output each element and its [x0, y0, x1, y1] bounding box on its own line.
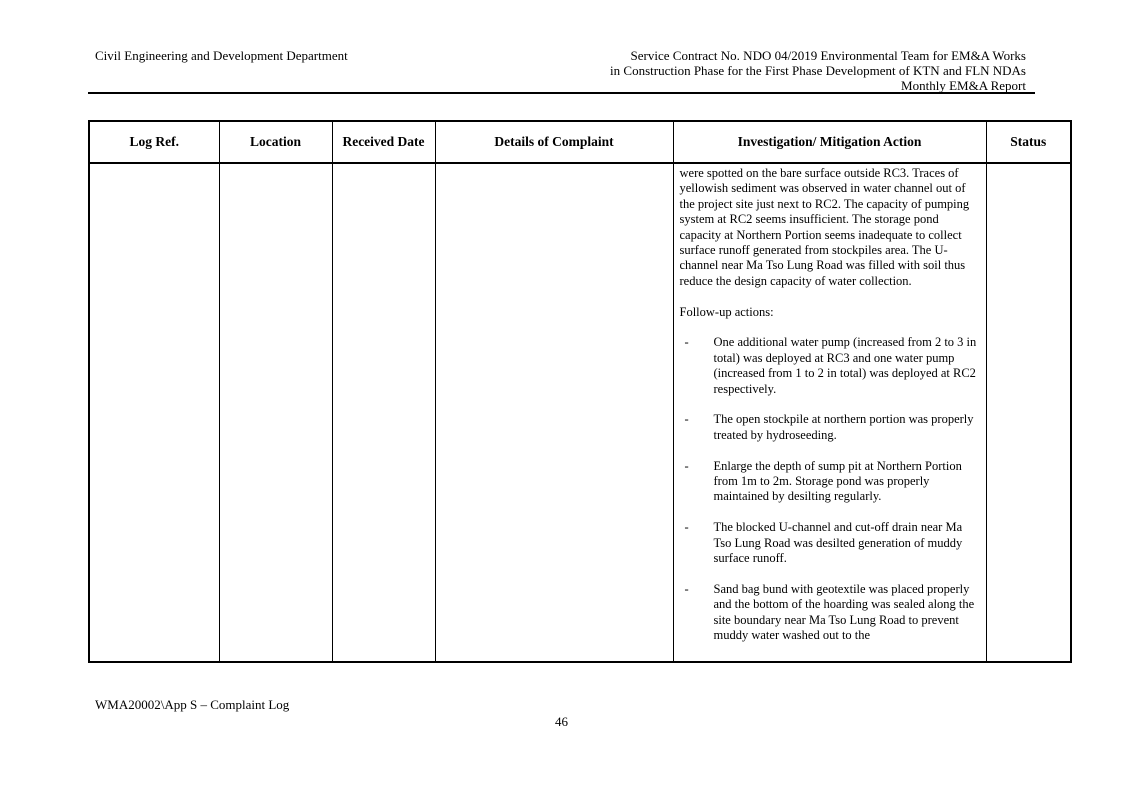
- page-number: 46: [555, 714, 568, 729]
- col-header-details: Details of Complaint: [435, 121, 673, 163]
- followup-action-item: [680, 520, 980, 566]
- cell-received-date: [332, 163, 435, 662]
- table-row: [89, 163, 1071, 662]
- col-header-investigation: Investigation/ Mitigation Action: [673, 121, 986, 163]
- cell-log-ref: [89, 163, 219, 662]
- followup-action-item: [680, 412, 980, 443]
- bullet-marker: -: [684, 520, 689, 535]
- report-type-line: Monthly EM&A Report: [901, 78, 1026, 94]
- complaint-log-table: [88, 120, 1072, 663]
- col-header-location: Location: [219, 121, 332, 163]
- department-name: Civil Engineering and Development Department: [95, 48, 348, 63]
- contract-title-line-2: in Construction Phase for the First Phase Development of KTN and FLN NDAs: [610, 63, 1026, 79]
- cell-details: [435, 163, 673, 662]
- contract-title-block: [610, 48, 1026, 94]
- followup-action-item: [680, 582, 980, 644]
- col-header-received-date: Received Date: [332, 121, 435, 163]
- bullet-marker: -: [684, 581, 689, 596]
- followup-action-item: [680, 459, 980, 505]
- col-header-log-ref: Log Ref.: [89, 121, 219, 163]
- followup-actions-heading: Follow-up actions:: [679, 304, 774, 319]
- cell-status: [986, 163, 1071, 662]
- bullet-marker: -: [684, 335, 689, 350]
- col-header-status: Status: [986, 121, 1071, 163]
- cell-location: [219, 163, 332, 662]
- bullet-text: One additional water pump (increased from 2 to 3 in total) was deployed at RC3 and one water pump (increased from 1 to 2 in total) was deployed at RC2 respectively.: [713, 335, 977, 396]
- bullet-marker: -: [684, 412, 689, 427]
- bullet-text: Sand bag bund with geotextile was placed properly and the bottom of the hoarding was sealed along the site boundary near Ma Tso Lung Road to prevent muddy water washed out to the: [713, 581, 975, 643]
- document-reference: WMA20002\App S – Complaint Log: [95, 697, 290, 712]
- contract-title-line-1: Service Contract No. NDO 04/2019 Environmental Team for EM&A Works: [630, 48, 1026, 63]
- cell-investigation: [673, 163, 986, 662]
- followup-action-item: [680, 335, 980, 397]
- header-divider: [88, 92, 1035, 94]
- bullet-marker: -: [684, 458, 689, 473]
- bullet-text: Enlarge the depth of sump pit at Northern Portion from 1m to 2m. Storage pond was properly maintained by desilting regularly.: [713, 458, 962, 504]
- investigation-paragraph: were spotted on the bare surface outside RC3. Traces of yellowish sediment was observed in water channel out of the project site just next to RC2. The capacity of pumping system at RC2 seems insufficient. The storage pond capacity at Northern Portion seems inadequate to collect surface runoff generated from stockpiles area. The U-channel near Ma Tso Lung Road was filled with soil thus reduce the design capacity of water collection.: [679, 166, 970, 288]
- table-header-row: [89, 121, 1071, 163]
- bullet-text: The open stockpile at northern portion was properly treated by hydroseeding.: [713, 412, 974, 442]
- bullet-text: The blocked U-channel and cut-off drain near Ma Tso Lung Road was desilted generation of muddy surface runoff.: [713, 520, 963, 566]
